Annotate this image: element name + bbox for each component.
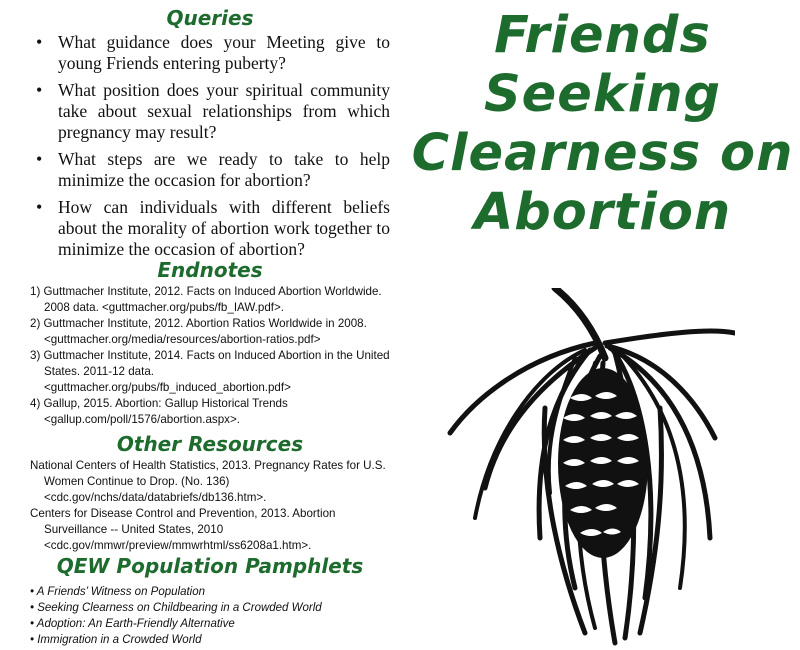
endnotes-list (30, 284, 390, 428)
back-panel (30, 0, 390, 650)
query-item: • What position does your spiritual community take about sexual relationships from which pregnancy may result? (30, 80, 390, 143)
endnotes-heading: Endnotes (157, 258, 263, 282)
queries-heading: Queries (166, 6, 254, 30)
endnote-item: 2) Guttmacher Institute, 2012. Abortion Ratios Worldwide in 2008. <guttmacher.org/media/resources/abortion-ratios.pdf> (30, 317, 367, 346)
pine-cone-illustration (445, 288, 735, 650)
cover-title-line: Seeking (483, 65, 722, 124)
endnote-item: 1) Guttmacher Institute, 2012. Facts on Induced Abortion Worldwide. 2008 data. <guttmacher.org/pubs/fb_IAW.pdf>. (30, 285, 382, 314)
pamphlet-item: • Immigration in a Crowded World (30, 634, 202, 646)
other-resources-list (30, 458, 390, 554)
pamphlet-item: • Adoption: An Earth-Friendly Alternative (30, 618, 235, 630)
cover-title (405, 6, 800, 242)
query-item: • What guidance does your Meeting give to young Friends entering puberty? (30, 32, 390, 74)
cover-title-line: Friends (494, 6, 711, 65)
queries-list (30, 32, 390, 266)
pamphlets-heading: QEW Population Pamphlets (56, 554, 364, 578)
resource-item: National Centers of Health Statistics, 2013. Pregnancy Rates for U.S. Women Continue to Drop. (No. 136) <cdc.gov/nchs/data/databriefs/db136.htm>. (30, 459, 386, 504)
cover-title-line: Clearness on (411, 124, 794, 183)
cover-panel (405, 0, 800, 650)
pamphlet-item: • Seeking Clearness on Childbearing in a Crowded World (30, 602, 322, 614)
cover-title-line: Abortion (473, 183, 732, 242)
other-resources-heading: Other Resources (116, 432, 304, 456)
query-item: • What steps are we ready to take to help minimize the occasion for abortion? (30, 149, 390, 191)
query-item: • How can individuals with different beliefs about the morality of abortion work together to minimize the occasion of abortion? (30, 197, 390, 260)
pamphlet-item: • A Friends’ Witness on Population (30, 586, 206, 598)
resource-item: Centers for Disease Control and Prevention, 2013. Abortion Surveillance -- United States, 2010 <cdc.gov/mmwr/preview/mmwrhtml/ss6208a1.htm>. (30, 507, 336, 552)
endnote-item: 4) Gallup, 2015. Abortion: Gallup Historical Trends <gallup.com/poll/1576/abortion.aspx>. (30, 397, 288, 426)
pamphlets-list (30, 584, 390, 648)
endnote-item: 3) Guttmacher Institute, 2014. Facts on Induced Abortion in the United States. 2011-12 data. <guttmacher.org/pubs/fb_induced_abortion.pdf> (30, 349, 390, 394)
